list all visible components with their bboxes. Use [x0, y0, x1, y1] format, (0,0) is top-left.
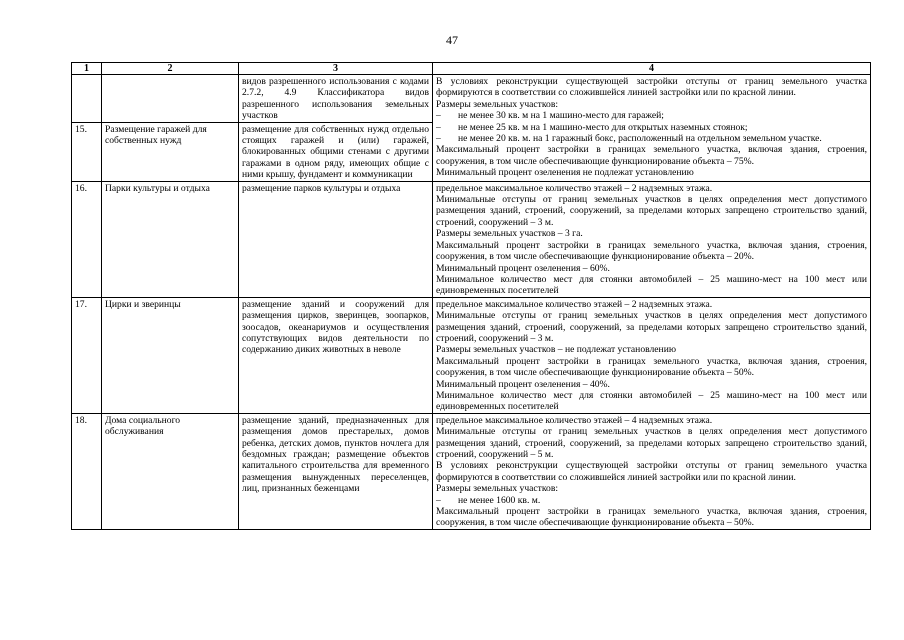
- param-paragraph: В условиях реконструкции существующей застройки отступы от границ земельного участка формируются в соответствии со сложившейся линией застройки или по красной линии.: [436, 460, 867, 483]
- param-paragraph: В условиях реконструкции существующей застройки отступы от границ земельного участка формируются в соответствии со сложившейся линией застройки или по красной линии.: [436, 76, 867, 99]
- row-number: 18.: [72, 413, 102, 529]
- row-parameters: [433, 413, 871, 529]
- bullet-dash: –: [436, 133, 441, 145]
- param-paragraph: Минимальные отступы от границ земельных участков в целях определения мест допустимого размещения зданий, строений, сооружений, за пределами которых запрещено строительство зданий, строений, сооружений – 3 м.: [436, 194, 867, 228]
- bullet-dash: –: [436, 110, 441, 122]
- bullet-item: [436, 110, 867, 121]
- row-use-name: [102, 75, 239, 123]
- bullet-text: не менее 20 кв. м. на 1 гаражный бокс, расположенный на отдельном земельном участке.: [458, 133, 822, 145]
- header-cell-3: 3: [239, 63, 433, 75]
- param-paragraph: Максимальный процент застройки в границах земельного участка, включая здания, строения, сооружения, в том числе обеспечивающие функционирование объекта – 50%.: [436, 506, 867, 529]
- param-paragraph: предельное максимальное количество этажей – 2 надземных этажа.: [436, 298, 713, 310]
- param-paragraph: Максимальный процент застройки в границах земельного участка, включая здания, строения, сооружения, в том числе обеспечивающие функционирование объекта – 75%.: [436, 144, 867, 167]
- row-parameters: [433, 75, 871, 182]
- row-use-description: видов разрешенного использования с кодами 2.7.2, 4.9 Классификатора видов разрешенного использования земельных участков: [239, 75, 433, 123]
- row-use-description: размещение зданий, предназначенных для размещения домов престарелых, домов ребенка, детских домов, пунктов ночлега для бездомных граждан; размещение объектов капитального строительства для временного размещения вынужденных переселенцев, лиц, признанных беженцами: [239, 413, 433, 529]
- param-paragraph: Размеры земельных участков:: [436, 483, 559, 495]
- param-paragraph: Минимальное количество мест для стоянки автомобилей – 25 машино-мест на 100 мест или единовременных посетителей: [436, 273, 867, 297]
- param-paragraph: Минимальные отступы от границ земельных участков в целях определения мест допустимого размещения зданий, строений, сооружений, за пределами которых запрещено строительство зданий, строений, сооружений – 3 м.: [436, 310, 867, 344]
- bullet-dash: –: [436, 494, 441, 506]
- param-paragraph: Размеры земельных участков:: [436, 98, 559, 110]
- param-paragraph: Минимальный процент озеленения – 60%.: [436, 262, 610, 274]
- bullet-dash: –: [436, 121, 441, 133]
- bullet-text: не менее 25 кв. м на 1 машино-место для открытых наземных стоянок;: [458, 121, 748, 133]
- bullet-item: [436, 495, 867, 506]
- row-use-name: Дома социального обслуживания: [102, 413, 239, 529]
- row-number: [72, 75, 102, 123]
- param-paragraph: предельное максимальное количество этажей – 4 надземных этажа.: [436, 414, 713, 426]
- table-row: [72, 181, 871, 297]
- row-number: 17.: [72, 297, 102, 413]
- bullet-text: не менее 1600 кв. м.: [458, 494, 541, 506]
- param-paragraph: Размеры земельных участков – не подлежат установлению: [436, 344, 676, 356]
- bullet-item: [436, 133, 867, 144]
- table-header-row: [72, 63, 871, 75]
- header-cell-4: 4: [433, 63, 871, 75]
- param-paragraph: Минимальный процент озеленения не подлежат установлению: [436, 167, 694, 179]
- row-number: 16.: [72, 181, 102, 297]
- param-paragraph: Минимальные отступы от границ земельных участков в целях определения мест допустимого размещения зданий, строений, сооружений, за пределами которых запрещено строительство зданий, строений, сооружений – 5 м.: [436, 426, 867, 460]
- header-cell-2: 2: [102, 63, 239, 75]
- row-use-description: размещение для собственных нужд отдельно стоящих гаражей и (или) гаражей, блокированных общими стенами с другими гаражами в одном ряду, имеющих общие с ними крышу, фундамент и коммуникации: [239, 122, 433, 181]
- page-number: 47: [446, 33, 458, 47]
- row-use-description: размещение парков культуры и отдыха: [239, 181, 433, 297]
- row-parameters: [433, 181, 871, 297]
- row-use-name: Парки культуры и отдыха: [102, 181, 239, 297]
- table-row: [72, 75, 871, 123]
- row-use-description: размещение зданий и сооружений для размещения цирков, зверинцев, зоопарков, зоосадов, океанариумов и осуществления сопутствующих видов деятельности по содержанию диких животных в неволе: [239, 297, 433, 413]
- param-paragraph: предельное максимальное количество этажей – 2 надземных этажа.: [436, 182, 713, 194]
- param-paragraph: Минимальное количество мест для стоянки автомобилей – 25 машино-мест на 100 мест или единовременных посетителей: [436, 389, 867, 413]
- row-parameters: [433, 297, 871, 413]
- row-use-name: Размещение гаражей для собственных нужд: [102, 122, 239, 181]
- zoning-table: [71, 62, 871, 530]
- bullet-text: не менее 30 кв. м на 1 машино-место для гаражей;: [458, 110, 664, 122]
- param-paragraph: Минимальный процент озеленения – 40%.: [436, 378, 610, 390]
- row-number: 15.: [72, 122, 102, 181]
- param-paragraph: Максимальный процент застройки в границах земельного участка, включая здания, строения, сооружения, в том числе обеспечивающие функционирование объекта – 50%.: [436, 355, 867, 379]
- bullet-item: [436, 122, 867, 133]
- row-use-name: Цирки и зверинцы: [102, 297, 239, 413]
- table-row: [72, 297, 871, 413]
- table-row: [72, 413, 871, 529]
- header-cell-1: 1: [72, 63, 102, 75]
- param-paragraph: Максимальный процент застройки в границах земельного участка, включая здания, строения, сооружения, в том числе обеспечивающие функционирование объекта – 20%.: [436, 239, 867, 263]
- param-paragraph: Размеры земельных участков – 3 га.: [436, 228, 583, 240]
